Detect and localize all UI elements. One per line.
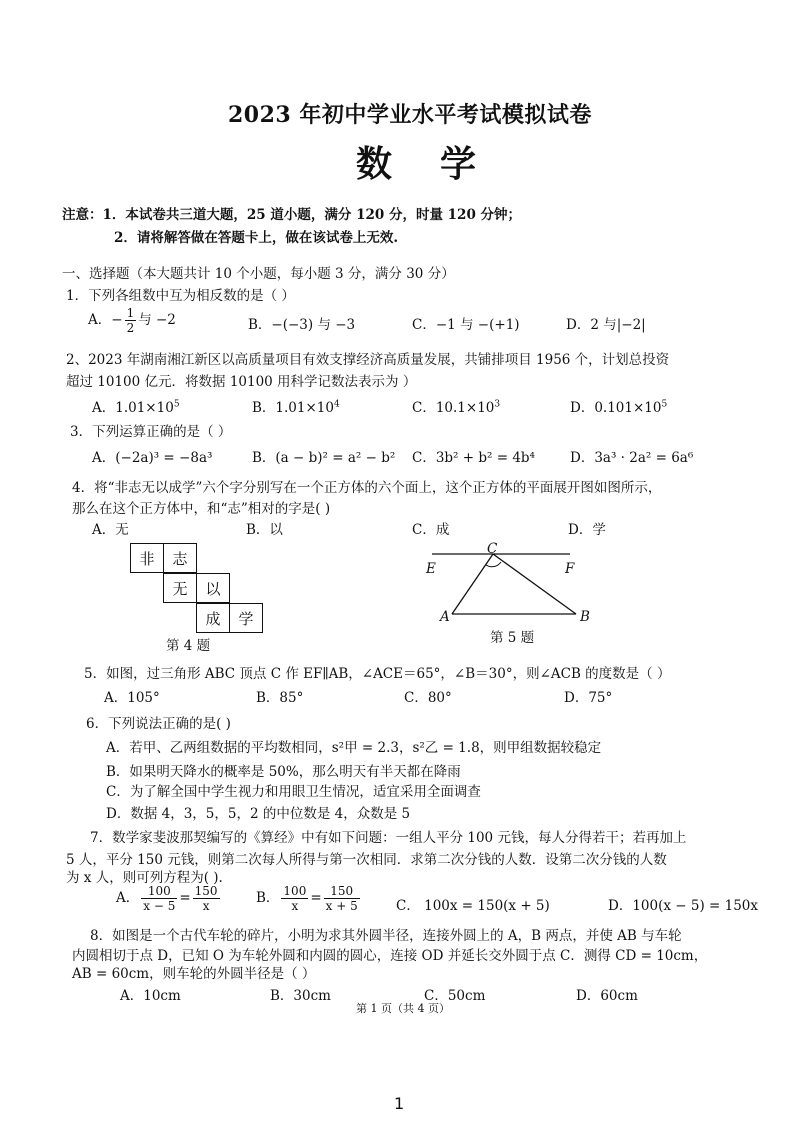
angle-mark — [486, 562, 501, 567]
net-cell-cheng: 成 — [196, 603, 230, 633]
q6-option-d: D．数据 4，3，5，5，2 的中位数是 4，众数是 5 — [106, 806, 411, 822]
q1-stem: 1．下列各组数中互为相反数的是（ ） — [66, 288, 295, 304]
note-line-2: 2．请将解答做在答题卡上，做在该试卷上无效. — [114, 230, 399, 246]
page-info: 第 1 页（共 4 页） — [356, 1002, 450, 1015]
net-cell-zhi: 志 — [163, 543, 197, 573]
subject-title: 数学 — [356, 143, 525, 185]
point-c-label: C — [487, 541, 498, 557]
q5-option-b: B．85° — [256, 690, 304, 706]
net-cell-yi: 以 — [196, 573, 230, 603]
q4-stem-1: 4．将“非志无以成学”六个字分别写在一个正方体的六个面上，这个正方体的平面展开图如图所示， — [72, 480, 662, 496]
denominator: x − 5 — [143, 899, 176, 913]
q2-option-b — [252, 396, 340, 416]
q5-option-c: C．80° — [404, 690, 452, 706]
q8-option-d: D．60cm — [576, 988, 638, 1004]
q3-option-d: D．3a³ · 2a² = 6a⁶ — [570, 450, 694, 466]
q3-option-c: C．3b² + b² = 4b⁴ — [412, 450, 535, 466]
note-line-1: 注意：1．本试卷共三道大题，25 道小题，满分 120 分，时量 120 分钟； — [62, 207, 522, 223]
q3-option-b: B．(a − b)² = a² − b² — [252, 450, 396, 466]
q7-option-d: D．100(x − 5) = 150x — [608, 898, 758, 914]
q1-option-a — [88, 306, 176, 335]
q1-option-d: D．2 与|−2| — [566, 317, 646, 333]
q2-stem-1: 2、2023 年湖南湘江新区以高质量项目有效支撑经济高质量发展，共铺排项目 1956 个，计划总投资 — [66, 352, 670, 368]
q4-option-a: A．无 — [92, 522, 129, 538]
fraction-left — [281, 884, 308, 913]
exponent: 4 — [333, 399, 340, 410]
q8-option-c: C．50cm — [424, 988, 486, 1004]
q8-stem-1: 8．如图是一个古代车轮的碎片，小明为求其外圆半径，连接外圆上的 A，B 两点，并使 AB 与车轮 — [90, 928, 682, 944]
denominator: x — [202, 899, 210, 913]
denominator: 2 — [126, 321, 135, 335]
q8-stem-3: AB = 60cm，则车轮的外圆半径是（ ） — [72, 966, 316, 982]
numerator: 1 — [126, 306, 135, 320]
option-label: A． — [88, 312, 112, 328]
q6-option-b: B．如果明天降水的概率是 50%，那么明天有半天都在降雨 — [106, 764, 461, 780]
q4-stem-2: 那么在这个正方体中，和“志”相对的字是( ) — [72, 501, 331, 517]
minus-sign: − — [111, 312, 123, 328]
q5-option-a: A．105° — [104, 690, 160, 706]
net-cell-xue: 学 — [229, 603, 263, 633]
denominator: x + 5 — [325, 899, 358, 913]
option-label: A． — [116, 890, 140, 906]
q8-stem-2: 内圆相切于点 D，已知 O 为车轮外圆和内圆的圆心，连接 OD 并延长交外圆于点 C．测得 CD = 10cm， — [72, 948, 708, 964]
point-a-label: A — [440, 609, 450, 625]
option-text: B．1.01×10 — [252, 400, 334, 416]
q7-stem-2: 5 人，平分 150 元钱，则第二次每人所得与第一次相同．求第二次分钱的人数．设第二次分钱的人数 — [66, 852, 667, 868]
option-text: D．0.101×10 — [570, 400, 662, 416]
q8-option-a: A．10cm — [120, 988, 181, 1004]
fraction-right — [193, 884, 220, 913]
numerator: 100 — [141, 884, 177, 899]
q1-option-c: C．−1 与 −(+1) — [412, 317, 520, 333]
q8-option-b: B．30cm — [270, 988, 331, 1004]
q1-option-b: B．−(−3) 与 −3 — [248, 317, 356, 333]
q4-option-d: D．学 — [568, 522, 606, 538]
q6-option-c: C．为了解全国中学生视力和用眼卫生情况，适宜采用全面调查 — [106, 784, 481, 800]
section-heading: 一、选择题（本大题共计 10 个小题，每小题 3 分，满分 30 分） — [62, 266, 455, 282]
exponent: 3 — [494, 399, 501, 410]
q4-option-b: B．以 — [246, 522, 283, 538]
exponent: 5 — [661, 399, 668, 410]
page-number: 1 — [394, 1094, 405, 1113]
q5-stem: 5．如图，过三角形 ABC 顶点 C 作 EF∥AB，∠ACE＝65°，∠B＝30°，则∠ACB 的度数是（ ） — [84, 666, 671, 682]
numerator: 150 — [194, 884, 218, 898]
q4-option-c: C．成 — [412, 522, 450, 538]
figure-5-triangle — [430, 548, 630, 638]
q2-stem-2: 超过 10100 亿元．将数据 10100 用科学记数法表示为 ） — [66, 374, 417, 390]
q6-stem: 6．下列说法正确的是( ) — [86, 716, 231, 732]
figure-5-caption: 第 5 题 — [490, 630, 535, 646]
fraction-left — [141, 884, 177, 913]
point-e-label: E — [426, 561, 436, 577]
point-b-label: B — [580, 609, 590, 625]
exponent: 5 — [173, 399, 180, 410]
option-text: A．1.01×10 — [92, 400, 174, 416]
net-cell-fei: 非 — [130, 543, 164, 573]
q6-option-a: A．若甲、乙两组数据的平均数相同，s²甲 = 2.3，s²乙 = 1.8，则甲组数据较稳定 — [106, 740, 602, 756]
side-ca — [452, 554, 493, 614]
q5-option-d: D．75° — [564, 690, 613, 706]
exam-title: 2023 年初中学业水平考试模拟试卷 — [228, 102, 592, 128]
q2-option-a — [92, 396, 180, 416]
net-cell-wu: 无 — [163, 573, 197, 603]
q7-stem-3: 为 x 人，则可列方程为( ). — [66, 870, 223, 886]
q2-option-d — [570, 396, 667, 416]
q7-option-b: B． $\frac{100}{x}$ = $\frac{150}{x + 5}$ — [256, 884, 358, 913]
option-text: C．10.1×10 — [412, 400, 495, 416]
q7-stem-1: 7．数学家斐波那契编写的《算经》中有如下问题：一组人平分 100 元钱，每人分得若干；若再加上 — [90, 830, 687, 846]
q3-stem: 3．下列运算正确的是（ ） — [70, 424, 232, 440]
fraction — [125, 306, 137, 335]
numerator: 100 — [283, 884, 307, 898]
q3-option-a: A．(−2a)³ = −8a³ — [92, 450, 213, 466]
option-rest: 与 −2 — [138, 312, 176, 328]
numerator: 150 — [324, 884, 360, 899]
figure-4-caption: 第 4 题 — [166, 638, 211, 654]
side-cb — [493, 554, 576, 614]
q7-option-a: A． $\frac{100}{x - 5}$ = $\frac{150}{x}$ — [116, 884, 218, 913]
option-label: B． — [256, 890, 280, 906]
point-f-label: F — [565, 561, 575, 577]
denominator: x — [291, 899, 299, 913]
fraction-right — [324, 884, 360, 913]
q7-option-c: C． 100x = 150(x + 5) — [396, 898, 550, 914]
q2-option-c — [412, 396, 500, 416]
